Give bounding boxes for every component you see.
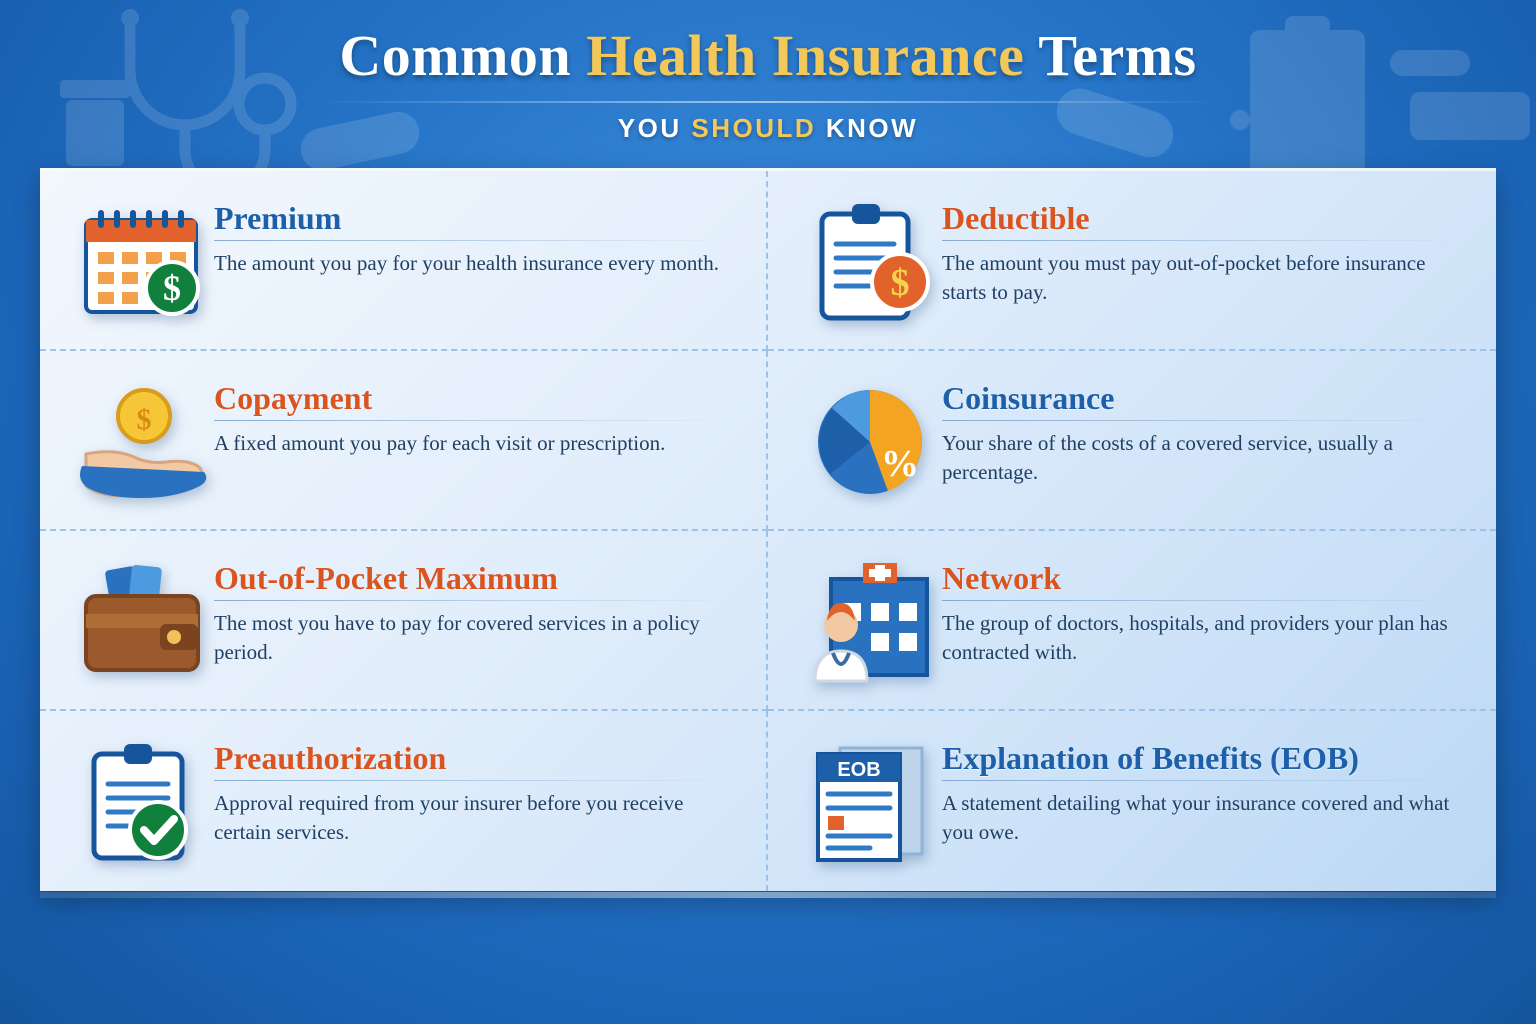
term-divider — [214, 420, 736, 421]
term-card-coinsurance — [768, 351, 1496, 531]
panel-bottom-accent — [40, 892, 1496, 898]
term-label: Deductible — [942, 200, 1090, 236]
svg-text:$: $ — [136, 403, 152, 436]
term-card-preauthorization — [40, 711, 768, 891]
term-label: Copayment — [214, 380, 373, 416]
term-description: The amount you must pay out-of-pocket before insurance starts to pay. — [942, 251, 1426, 304]
term-card-network — [768, 531, 1496, 711]
title-part2: Terms — [1024, 23, 1197, 88]
term-label: Network — [942, 560, 1062, 596]
hand-coin-icon — [74, 377, 214, 507]
eob-document-icon — [802, 737, 942, 867]
clipboard-check-icon — [74, 737, 214, 867]
term-card-copayment — [40, 351, 768, 531]
subtitle-accent: SHOULD — [691, 112, 817, 143]
term-card-premium — [40, 171, 768, 351]
subtitle-part1: YOU — [617, 112, 692, 143]
page-title — [0, 0, 1536, 87]
term-description: The amount you pay for your health insurance every month. — [214, 251, 720, 276]
title-accent: Health Insurance — [586, 23, 1025, 88]
term-label: Preauthorization — [214, 740, 447, 776]
hospital-doctor-icon — [802, 557, 942, 687]
term-description: A statement detailing what your insurance covered and what you owe. — [942, 791, 1450, 844]
svg-text:$: $ — [163, 268, 181, 308]
term-label: Out-of-Pocket Maximum — [214, 560, 558, 596]
terms-panel — [40, 168, 1496, 891]
term-divider — [942, 240, 1466, 241]
term-label: Premium — [214, 200, 342, 236]
header — [0, 0, 1536, 160]
term-divider — [214, 600, 736, 601]
svg-text:%: % — [881, 443, 919, 485]
calendar-dollar-icon — [74, 197, 214, 327]
svg-text:EOB: EOB — [837, 759, 881, 781]
pie-chart-percent-icon — [802, 377, 942, 507]
wallet-cards-icon — [74, 557, 214, 687]
subtitle-part2: KNOW — [816, 112, 919, 143]
term-divider — [942, 420, 1466, 421]
page-subtitle — [0, 113, 1536, 144]
term-description: The most you have to pay for covered services in a policy period. — [214, 611, 700, 664]
term-divider — [214, 240, 736, 241]
svg-text:$: $ — [890, 262, 910, 304]
term-divider — [214, 780, 736, 781]
term-description: Approval required from your insurer before you receive certain services. — [214, 791, 684, 844]
title-divider — [318, 101, 1218, 103]
term-card-deductible — [768, 171, 1496, 351]
term-card-explanation-of-benefits — [768, 711, 1496, 891]
clipboard-dollar-icon — [802, 197, 942, 327]
term-card-out-of-pocket-maximum — [40, 531, 768, 711]
term-divider — [942, 780, 1466, 781]
title-part1: Common — [339, 23, 587, 88]
term-label: Explanation of Benefits (EOB) — [942, 740, 1359, 776]
term-description: A fixed amount you pay for each visit or prescription. — [214, 431, 666, 456]
term-divider — [942, 600, 1466, 601]
term-description: Your share of the costs of a covered service, usually a percentage. — [942, 431, 1393, 484]
term-description: The group of doctors, hospitals, and providers your plan has contracted with. — [942, 611, 1448, 664]
term-label: Coinsurance — [942, 380, 1115, 416]
